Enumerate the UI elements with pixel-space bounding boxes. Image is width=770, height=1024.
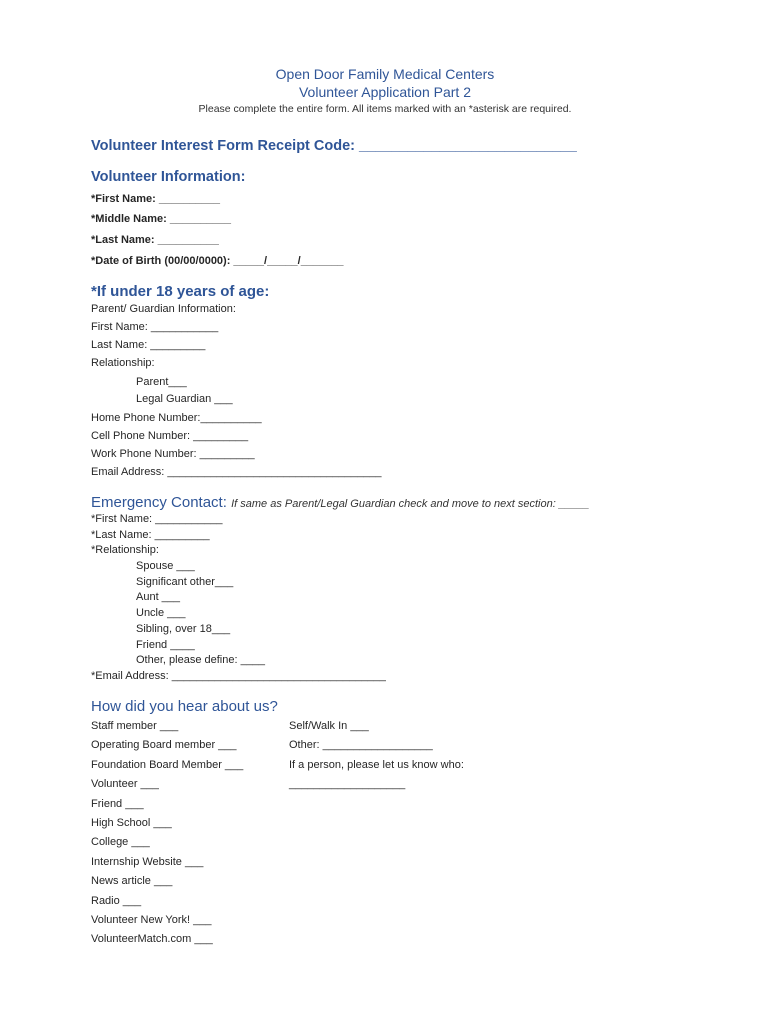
relationship-uncle-option[interactable]: Uncle ___ — [136, 607, 186, 619]
source-other-field[interactable]: Other: __________________ — [289, 739, 433, 751]
source-news-article-option[interactable]: News article ___ — [91, 875, 173, 887]
guardian-last-name-field[interactable]: Last Name: _________ — [91, 339, 206, 351]
relationship-aunt-option[interactable]: Aunt ___ — [136, 591, 181, 603]
relationship-sibling-option[interactable]: Sibling, over 18___ — [136, 623, 231, 635]
guardian-info-label: Parent/ Guardian Information: — [91, 303, 236, 315]
source-self-walk-in-option[interactable]: Self/Walk In ___ — [289, 720, 369, 732]
receipt-code-field[interactable]: Volunteer Interest Form Receipt Code: ___________________________ — [91, 138, 577, 154]
source-staff-member-option[interactable]: Staff member ___ — [91, 720, 179, 732]
source-volunteer-option[interactable]: Volunteer ___ — [91, 778, 159, 790]
form-instructions: Please complete the entire form. All items marked with an *asterisk are required. — [198, 103, 572, 115]
emergency-email-field[interactable]: *Email Address: ___________________________________ — [91, 670, 386, 682]
referral-person-field[interactable]: ___________________ — [289, 778, 406, 790]
cell-phone-field[interactable]: Cell Phone Number: _________ — [91, 430, 249, 442]
source-volunteermatch-option[interactable]: VolunteerMatch.com ___ — [91, 933, 213, 945]
home-phone-field[interactable]: Home Phone Number:__________ — [91, 412, 262, 424]
source-high-school-option[interactable]: High School ___ — [91, 817, 172, 829]
form-title: Volunteer Application Part 2 — [298, 84, 471, 100]
source-college-option[interactable]: College ___ — [91, 836, 150, 848]
relationship-significant-other-option[interactable]: Significant other___ — [136, 576, 234, 588]
emergency-same-as-guardian-field[interactable]: If same as Parent/Legal Guardian check and move to next section: _____ — [231, 498, 590, 510]
source-operating-board-option[interactable]: Operating Board member ___ — [91, 739, 237, 751]
referral-person-label: If a person, please let us know who: — [289, 759, 464, 771]
guardian-relationship-label: Relationship: — [91, 357, 155, 369]
guardian-email-field[interactable]: Email Address: ___________________________________ — [91, 466, 382, 478]
source-foundation-board-option[interactable]: Foundation Board Member ___ — [91, 759, 244, 771]
relationship-other-option[interactable]: Other, please define: ____ — [136, 654, 266, 666]
source-volunteer-new-york-option[interactable]: Volunteer New York! ___ — [91, 914, 212, 926]
volunteer-info-heading: Volunteer Information: — [91, 169, 246, 185]
source-friend-option[interactable]: Friend ___ — [91, 798, 144, 810]
date-of-birth-field[interactable]: *Date of Birth (00/00/0000): _____/_____/_______ — [91, 255, 344, 267]
guardian-first-name-field[interactable]: First Name: ___________ — [91, 321, 219, 333]
emergency-first-name-field[interactable]: *First Name: ___________ — [91, 513, 223, 525]
relationship-spouse-option[interactable]: Spouse ___ — [136, 560, 195, 572]
source-internship-website-option[interactable]: Internship Website ___ — [91, 856, 204, 868]
emergency-relationship-label: *Relationship: — [91, 544, 159, 556]
hear-about-heading: How did you hear about us? — [91, 698, 278, 715]
middle-name-field[interactable]: *Middle Name: __________ — [91, 213, 232, 225]
under18-heading: *If under 18 years of age: — [91, 283, 270, 300]
relationship-parent-option[interactable]: Parent___ — [136, 376, 187, 388]
first-name-field[interactable]: *First Name: __________ — [91, 193, 221, 205]
relationship-friend-option[interactable]: Friend ____ — [136, 639, 195, 651]
org-name: Open Door Family Medical Centers — [275, 66, 495, 82]
emergency-last-name-field[interactable]: *Last Name: _________ — [91, 529, 210, 541]
work-phone-field[interactable]: Work Phone Number: _________ — [91, 448, 255, 460]
emergency-contact-section — [91, 494, 589, 511]
emergency-contact-heading: Emergency Contact: — [91, 494, 227, 511]
source-radio-option[interactable]: Radio ___ — [91, 895, 142, 907]
relationship-legal-guardian-option[interactable]: Legal Guardian ___ — [136, 393, 233, 405]
last-name-field[interactable]: *Last Name: __________ — [91, 234, 219, 246]
